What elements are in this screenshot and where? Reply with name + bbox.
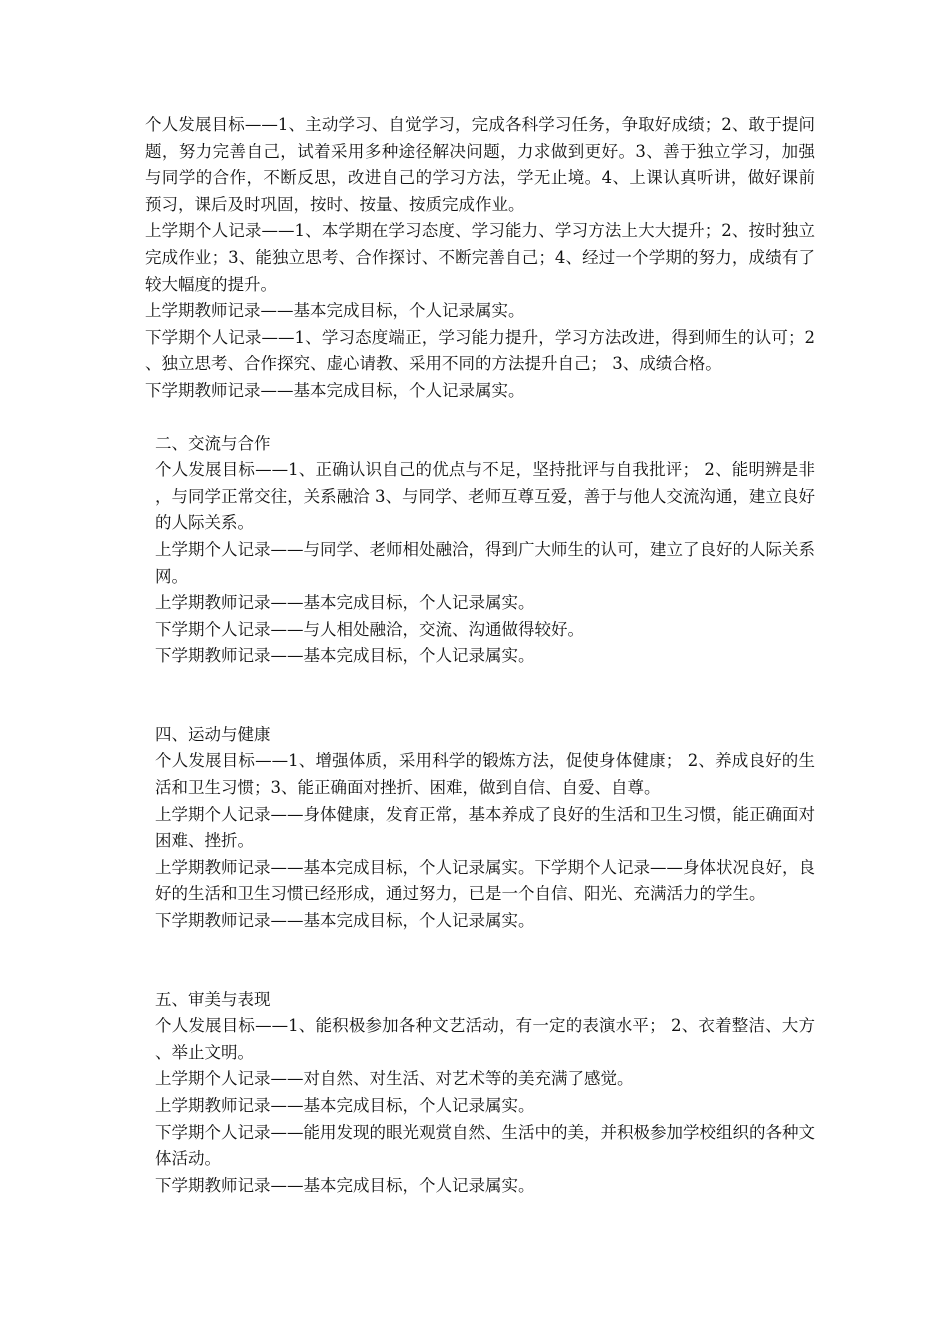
aesthetics-second-term-teacher-record: 下学期教师记录——基本完成目标，个人记录属实。 xyxy=(155,1175,535,1195)
learning-goal: 个人发展目标——1、主动学习、自觉学习，完成各科学习任务，争取好成绩；2、敢于提问题，努力完善自己，试着采用多种途径解决问题，力求做到更好。3、善于独立学习，加强与同学的合作，不断反思，改进自己的学习方法，学无止境。4、上课认真听讲，做好课前预习，课后及时巩固，按时、按量、按质完成作业。 xyxy=(145,115,815,214)
aesthetics-first-term-teacher-record: 上学期教师记录——基本完成目标，个人记录属实。 xyxy=(155,1096,535,1115)
communication-goal: 个人发展目标——1、正确认识自己的优点与不足，坚持批评与自我批评； 2、能明辨是非，与同学正常交往，关系融洽 3、与同学、老师互尊互爱，善于与他人交流沟通，建立良好的人际关系。 xyxy=(155,460,815,533)
aesthetics-heading: 五、审美与表现 xyxy=(155,989,271,1009)
aesthetics-goal: 个人发展目标——1、能积极参加各种文艺活动，有一定的表演水平； 2、衣着整洁、大方、举止文明。 xyxy=(155,1016,815,1062)
learning-first-term-personal-record: 上学期个人记录——1、本学期在学习态度、学习能力、学习方法上大大提升；2、按时独立完成作业；3、能独立思考、合作探讨、不断完善自己；4、经过一个学期的努力，成绩有了较大幅度的提升。 xyxy=(145,221,815,294)
communication-heading: 二、交流与合作 xyxy=(155,433,271,453)
learning-second-term-personal-record: 下学期个人记录——1、学习态度端正，学习能力提升，学习方法改进，得到师生的认可；2、独立思考、合作探究、虚心请教、采用不同的方法提升自己； 3、成绩合格。 xyxy=(145,327,815,374)
section-communication xyxy=(145,431,815,670)
communication-second-term-teacher-record: 下学期教师记录——基本完成目标，个人记录属实。 xyxy=(155,646,535,666)
aesthetics-first-term-personal-record: 上学期个人记录——对自然、对生活、对艺术等的美充满了感觉。 xyxy=(155,1069,634,1089)
health-first-term-personal-record: 上学期个人记录——身体健康，发育正常，基本养成了良好的生活和卫生习惯，能正确面对困难、挫折。 xyxy=(155,804,815,851)
health-heading: 四、运动与健康 xyxy=(155,724,271,744)
health-first-term-teacher-record: 上学期教师记录——基本完成目标，个人记录属实。下学期个人记录——身体状况良好，良好的生活和卫生习惯已经形成，通过努力，已是一个自信、阳光、充满活力的学生。 xyxy=(155,857,815,904)
learning-first-term-teacher-record: 上学期教师记录——基本完成目标，个人记录属实。 xyxy=(145,301,525,321)
health-second-term-teacher-record: 下学期教师记录——基本完成目标，个人记录属实。 xyxy=(155,911,535,931)
section-learning xyxy=(145,112,815,405)
communication-first-term-personal-record: 上学期个人记录——与同学、老师相处融洽，得到广大师生的认可，建立了良好的人际关系网。 xyxy=(155,539,815,586)
document-body xyxy=(145,112,815,1199)
communication-second-term-personal-record: 下学期个人记录——与人相处融洽，交流、沟通做得较好。 xyxy=(155,619,584,639)
learning-second-term-teacher-record: 下学期教师记录——基本完成目标，个人记录属实。 xyxy=(145,380,525,400)
section-health xyxy=(145,722,815,935)
aesthetics-second-term-personal-record: 下学期个人记录——能用发现的眼光观赏自然、生活中的美，并积极参加学校组织的各种文体活动。 xyxy=(155,1122,815,1169)
health-goal: 个人发展目标——1、增强体质，采用科学的锻炼方法，促使身体健康； 2、养成良好的生活和卫生习惯；3、能正确面对挫折、困难，做到自信、自爱、自尊。 xyxy=(155,751,815,798)
communication-first-term-teacher-record: 上学期教师记录——基本完成目标，个人记录属实。 xyxy=(155,593,535,613)
section-aesthetics xyxy=(145,987,815,1200)
